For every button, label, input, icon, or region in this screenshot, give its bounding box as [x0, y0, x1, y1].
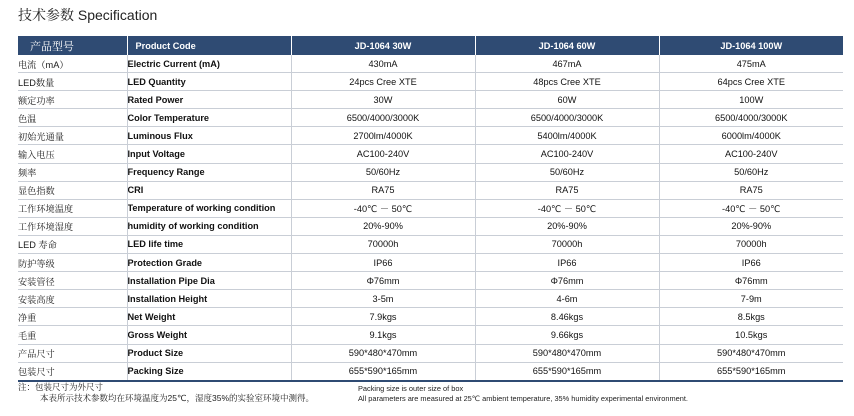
spec-value-cell: 590*480*470mm [475, 344, 659, 362]
page-title: 技术参数 Specification [18, 7, 158, 23]
row-label-en: Luminous Flux [127, 127, 291, 145]
row-label-en: Protection Grade [127, 254, 291, 272]
row-label-cn: 安装管径 [18, 272, 127, 290]
spec-value-cell: -40℃ － 50℃ [475, 199, 659, 217]
row-label-cn: 防护等级 [18, 254, 127, 272]
row-label-cn: 显色指数 [18, 181, 127, 199]
spec-value-cell: 655*590*165mm [475, 362, 659, 381]
spec-value-cell: RA75 [475, 181, 659, 199]
spec-value-cell: 467mA [475, 55, 659, 73]
row-label-en: Frequency Range [127, 163, 291, 181]
table-row [18, 362, 843, 381]
header-model-100w: JD-1064 100W [659, 36, 843, 55]
header-cn-label: 产品型号 [18, 36, 127, 55]
row-label-en: LED life time [127, 235, 291, 253]
spec-value-cell: 10.5kgs [659, 326, 843, 344]
row-label-en: Color Temperature [127, 109, 291, 127]
spec-value-cell: 6500/4000/3000K [291, 109, 475, 127]
spec-value-cell: 8.46kgs [475, 308, 659, 326]
spec-value-cell: AC100-240V [659, 145, 843, 163]
spec-value-cell: 2700lm/4000K [291, 127, 475, 145]
header-en-label: Product Code [127, 36, 291, 55]
spec-value-cell: 70000h [659, 235, 843, 253]
spec-value-cell: 590*480*470mm [291, 344, 475, 362]
row-label-en: Net Weight [127, 308, 291, 326]
row-label-cn: 工作环境湿度 [18, 217, 127, 235]
spec-value-cell: 9.1kgs [291, 326, 475, 344]
table-row [18, 163, 843, 181]
table-row [18, 290, 843, 308]
header-model-30w: JD-1064 30W [291, 36, 475, 55]
row-label-cn: 额定功率 [18, 91, 127, 109]
spec-value-cell: 7.9kgs [291, 308, 475, 326]
spec-value-cell: 60W [475, 91, 659, 109]
spec-value-cell: 6000lm/4000K [659, 127, 843, 145]
spec-value-cell: 20%-90% [291, 217, 475, 235]
notes-en [358, 384, 688, 404]
spec-value-cell: 475mA [659, 55, 843, 73]
row-label-en: Rated Power [127, 91, 291, 109]
spec-value-cell: 655*590*165mm [659, 362, 843, 381]
table-row [18, 55, 843, 73]
spec-value-cell: Φ76mm [291, 272, 475, 290]
spec-value-cell: Φ76mm [659, 272, 843, 290]
row-label-cn: 初始光通量 [18, 127, 127, 145]
row-label-cn: 工作环境温度 [18, 199, 127, 217]
spec-value-cell: RA75 [291, 181, 475, 199]
spec-value-cell: IP66 [659, 254, 843, 272]
spec-table-body [18, 55, 843, 381]
spec-value-cell: 3-5m [291, 290, 475, 308]
spec-value-cell: 20%-90% [475, 217, 659, 235]
notes-cn [18, 382, 314, 403]
row-label-cn: 输入电压 [18, 145, 127, 163]
spec-value-cell: 430mA [291, 55, 475, 73]
row-label-en: Packing Size [127, 362, 291, 381]
spec-value-cell: 7-9m [659, 290, 843, 308]
row-label-cn: 频率 [18, 163, 127, 181]
note-cn-line1: 注：包装尺寸为外尺寸 [18, 382, 104, 392]
spec-value-cell: AC100-240V [291, 145, 475, 163]
table-row [18, 199, 843, 217]
spec-value-cell: 9.66kgs [475, 326, 659, 344]
spec-value-cell: 6500/4000/3000K [659, 109, 843, 127]
row-label-en: Installation Height [127, 290, 291, 308]
table-row [18, 181, 843, 199]
spec-value-cell: 5400lm/4000K [475, 127, 659, 145]
spec-value-cell: 6500/4000/3000K [475, 109, 659, 127]
row-label-cn: 产品尺寸 [18, 344, 127, 362]
spec-table [18, 36, 843, 382]
spec-value-cell: 100W [659, 91, 843, 109]
spec-value-cell: -40℃ － 50℃ [291, 199, 475, 217]
spec-value-cell: 50/60Hz [659, 163, 843, 181]
row-label-cn: LED 寿命 [18, 235, 127, 253]
row-label-cn: 色温 [18, 109, 127, 127]
spec-header-row [18, 36, 843, 55]
spec-value-cell: AC100-240V [475, 145, 659, 163]
table-row [18, 73, 843, 91]
spec-value-cell: 48pcs Cree XTE [475, 73, 659, 91]
spec-value-cell: 655*590*165mm [291, 362, 475, 381]
spec-value-cell: 30W [291, 91, 475, 109]
row-label-cn: 净重 [18, 308, 127, 326]
spec-value-cell: 4-6m [475, 290, 659, 308]
table-row [18, 145, 843, 163]
table-row [18, 109, 843, 127]
spec-value-cell: 70000h [291, 235, 475, 253]
spec-value-cell: 20%-90% [659, 217, 843, 235]
row-label-en: Temperature of working condition [127, 199, 291, 217]
spec-value-cell: 50/60Hz [291, 163, 475, 181]
spec-value-cell: IP66 [291, 254, 475, 272]
row-label-en: Input Voltage [127, 145, 291, 163]
spec-value-cell: 50/60Hz [475, 163, 659, 181]
row-label-en: Product Size [127, 344, 291, 362]
row-label-cn: 电流（mA） [18, 55, 127, 73]
row-label-en: Gross Weight [127, 326, 291, 344]
spec-value-cell: Φ76mm [475, 272, 659, 290]
row-label-cn: 毛重 [18, 326, 127, 344]
table-row [18, 272, 843, 290]
spec-value-cell: 8.5kgs [659, 308, 843, 326]
header-model-60w: JD-1064 60W [475, 36, 659, 55]
table-row [18, 308, 843, 326]
spec-value-cell: 64pcs Cree XTE [659, 73, 843, 91]
spec-value-cell: 24pcs Cree XTE [291, 73, 475, 91]
row-label-en: Electric Current (mA) [127, 55, 291, 73]
row-label-cn: LED数量 [18, 73, 127, 91]
note-en-line1: Packing size is outer size of box [358, 384, 464, 393]
note-en-line2: All parameters are measured at 25℃ ambient temperature, 35% humidity experimental environment. [358, 394, 688, 403]
row-label-en: humidity of working condition [127, 217, 291, 235]
table-row [18, 254, 843, 272]
table-row [18, 127, 843, 145]
table-row [18, 235, 843, 253]
spec-value-cell: -40℃ － 50℃ [659, 199, 843, 217]
row-label-cn: 包装尺寸 [18, 362, 127, 381]
row-label-cn: 安装高度 [18, 290, 127, 308]
table-row [18, 326, 843, 344]
spec-value-cell: RA75 [659, 181, 843, 199]
row-label-en: CRI [127, 181, 291, 199]
row-label-en: LED Quantity [127, 73, 291, 91]
row-label-en: Installation Pipe Dia [127, 272, 291, 290]
spec-value-cell: 70000h [475, 235, 659, 253]
table-row [18, 344, 843, 362]
spec-value-cell: 590*480*470mm [659, 344, 843, 362]
note-cn-line2: 本表所示技术参数均在环境温度为25℃，湿度35%的实验室环境中测得。 [40, 392, 315, 403]
spec-value-cell: IP66 [475, 254, 659, 272]
table-row [18, 91, 843, 109]
table-row [18, 217, 843, 235]
